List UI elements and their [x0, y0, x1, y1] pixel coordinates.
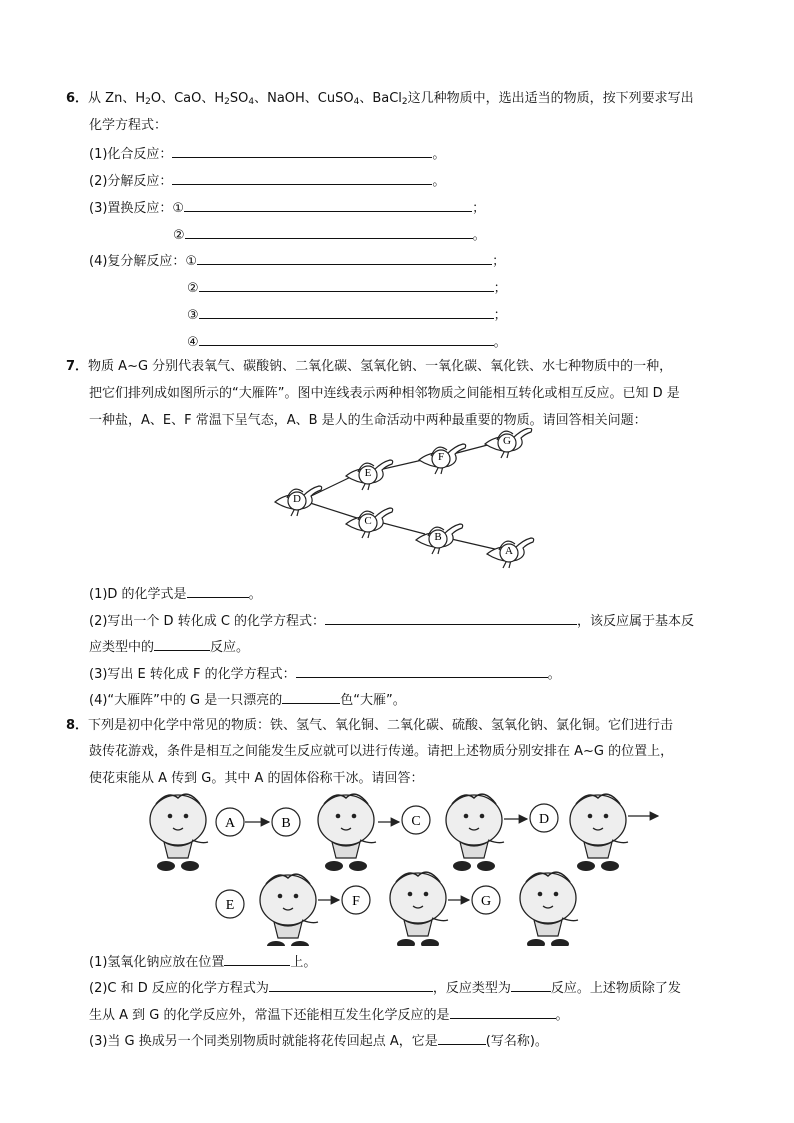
answer-blank[interactable] [172, 170, 432, 185]
q6-number: 6． [66, 91, 89, 106]
kid-3 [446, 794, 504, 871]
answer-blank[interactable] [184, 197, 472, 212]
game-circle-B [272, 808, 300, 836]
q6-part4-label: (4)复分解反应：① [89, 254, 198, 269]
q8-sub2-mid: ，反应类型为 [432, 981, 511, 996]
q7-sub2-label: (2)写出一个 D 转化成 C 的化学方程式： [89, 614, 326, 629]
q8-sub2-cont [89, 1004, 569, 1026]
bird-label: D [293, 493, 301, 505]
kid-5 [260, 874, 318, 946]
q6-sub: 4 [248, 97, 255, 107]
kid-7 [520, 872, 578, 946]
q6-intro-line2: 化学方程式： [89, 118, 168, 133]
q8-sub3-label: (3)当 G 换成另一个同类别物质时就能将花传回起点 A，它是 [89, 1034, 438, 1049]
q7-sub4-tail: 色“大雁”。 [340, 693, 406, 708]
goose-bird-G [485, 428, 532, 458]
q7-sub2-cont-label: 应类型中的 [89, 640, 155, 655]
q6-intro-d: 、NaOH、CuSO [254, 91, 354, 106]
q8-line2: 鼓传花游戏，条件是相互之间能发生反应就可以进行传递。请把上述物质分别安排在 A~G 的位置上， [89, 744, 674, 759]
period: 。 [493, 335, 507, 350]
answer-blank[interactable] [269, 977, 433, 992]
q7-sub4-label: (4)“大雁阵”中的 G 是一只漂亮的 [89, 693, 283, 708]
bird-label: G [503, 435, 511, 447]
semicolon: ； [493, 281, 507, 296]
answer-blank[interactable] [438, 1030, 486, 1045]
game-circle-C [402, 806, 430, 834]
q6-part3 [89, 197, 485, 219]
q7-line1 [66, 357, 672, 377]
q7-sub1 [89, 583, 262, 605]
q8-line1 [66, 716, 673, 736]
goose-bird-E [346, 460, 393, 490]
q8-sub3 [89, 1030, 548, 1052]
period: 。 [555, 1008, 569, 1023]
q6-part1-label: (1)化合反应： [89, 147, 173, 162]
q6-intro-b: O、CaO、H [150, 91, 225, 106]
answer-blank[interactable] [199, 304, 494, 319]
q7-line2: 把它们排列成如图所示的“大雁阵”。图中连线表示两种相邻物质之间能相互转化或相互反应。已知 D 是 [89, 386, 680, 401]
q6-part1 [89, 143, 445, 165]
game-circle-G [472, 886, 500, 914]
q6-part3-label: (3)置换反应：① [89, 201, 185, 216]
q8-line3: 使花束能从 A 传到 G。其中 A 的固体俗称干冰。请回答： [89, 771, 424, 786]
q6-sub: 2 [224, 97, 230, 107]
answer-blank[interactable] [199, 331, 494, 346]
q7-sub2 [89, 610, 694, 632]
q6-part3b [173, 224, 486, 246]
circle-label: D [538, 812, 550, 827]
period: 。 [432, 174, 446, 189]
circle-label: G [480, 894, 492, 909]
answer-blank[interactable] [185, 224, 473, 239]
answer-blank[interactable] [282, 689, 340, 704]
answer-blank[interactable] [224, 951, 290, 966]
q6-intro-c: SO [229, 91, 249, 106]
q6-intro-f: 这几种物质中，选出适当的物质，按下列要求写出 [407, 91, 694, 106]
period: 。 [547, 667, 561, 682]
q6-intro-a: 从 Zn、H [88, 91, 146, 106]
q6-part4b [187, 277, 507, 299]
q6-part4b-label: ② [187, 281, 199, 296]
circle-label: E [225, 898, 235, 913]
bird-label: B [434, 531, 442, 543]
q7-sub3-label: (3)写出 E 转化成 F 的化学方程式： [89, 667, 296, 682]
goose-bird-F [419, 444, 466, 474]
circle-label: A [224, 816, 236, 831]
q8-text: 下列是初中化学中常见的物质：铁、氢气、氧化铜、二氧化碳、硫酸、氢氧化钠、氯化铜。它们进行击 [88, 718, 674, 733]
circle-label: F [352, 894, 360, 909]
semicolon: ； [493, 308, 507, 323]
q8-sub2-tail: 反应。上述物质除了发 [550, 981, 681, 996]
game-circle-E [216, 890, 244, 918]
circle-label: C [411, 814, 421, 829]
q8-sub2-cont-label: 生从 A 到 G 的化学反应外，常温下还能相互发生化学反应的是 [89, 1008, 450, 1023]
q7-text: 物质 A~G 分别代表氧气、碳酸钠、二氧化碳、氢氧化钠、一氧化碳、氧化铁、水七种物质中的一种， [88, 359, 673, 374]
q6-part4 [89, 250, 505, 272]
q8-sub1-tail: 上。 [290, 955, 317, 970]
q7-sub2-cont-tail: 反应。 [210, 640, 250, 655]
q6-part4c-label: ③ [187, 308, 199, 323]
q6-sub: 4 [353, 97, 360, 107]
q8-sub1 [89, 951, 316, 973]
formation-lines [307, 442, 499, 550]
flower-passing-figure [128, 786, 668, 946]
goose-bird-B [416, 524, 463, 554]
period: 。 [432, 147, 446, 162]
q6-part2-label: (2)分解反应： [89, 174, 173, 189]
kid-4 [570, 794, 628, 871]
q7-sub2-cont [89, 636, 249, 658]
answer-blank[interactable] [172, 143, 432, 158]
q6-sub: 2 [145, 97, 151, 107]
q6-part4d [187, 331, 507, 353]
bird-label: F [437, 451, 445, 463]
q6-part3b-label: ② [173, 228, 185, 243]
period: 。 [472, 228, 486, 243]
q7-number: 7． [66, 359, 89, 374]
q7-sub4 [89, 689, 406, 711]
bird-label: E [364, 467, 372, 479]
kid-6 [390, 872, 448, 946]
game-circle-D [530, 804, 558, 832]
q7-sub3 [89, 663, 561, 685]
answer-blank[interactable] [296, 663, 548, 678]
q7-sub1-label: (1)D 的化学式是 [89, 587, 187, 602]
goose-bird-C [346, 508, 393, 538]
bird-label: A [505, 545, 513, 557]
q6-sub: 2 [401, 97, 408, 107]
answer-blank[interactable] [187, 583, 249, 598]
q8-number: 8． [66, 718, 89, 733]
game-circle-F [342, 886, 370, 914]
goose-bird-A [487, 538, 534, 568]
kid-1 [150, 794, 208, 871]
q8-sub1-label: (1)氢氧化钠应放在位置 [89, 955, 225, 970]
circle-label: B [281, 816, 291, 831]
q6-intro-line1 [66, 89, 694, 109]
q8-sub3-tail: (写名称)。 [485, 1034, 548, 1049]
q8-sub2-label: (2)C 和 D 反应的化学方程式为 [89, 981, 269, 996]
semicolon: ； [492, 254, 506, 269]
q7-line3: 一种盐，A、E、F 常温下呈气态，A、B 是人的生命活动中两种最重要的物质。请回答相关问题： [89, 413, 647, 428]
bird-label: C [364, 515, 372, 527]
goose-formation-figure [255, 428, 545, 576]
answer-blank[interactable] [450, 1004, 556, 1019]
q6-part4c [187, 304, 507, 326]
q6-part2 [89, 170, 445, 192]
goose-bird-D [275, 486, 322, 516]
answer-blank[interactable] [199, 277, 494, 292]
answer-blank[interactable] [154, 636, 210, 651]
period: 。 [248, 587, 262, 602]
answer-blank[interactable] [511, 977, 551, 992]
answer-blank[interactable] [197, 250, 492, 265]
q7-sub2-tail: ，该反应属于基本反 [577, 614, 695, 629]
kid-2 [318, 794, 376, 871]
semicolon: ； [472, 201, 486, 216]
q6-part4d-label: ④ [187, 335, 199, 350]
q8-sub2 [89, 977, 681, 999]
answer-blank[interactable] [325, 610, 577, 625]
game-circle-A [216, 808, 244, 836]
q6-intro-e: 、BaCl [359, 91, 402, 106]
